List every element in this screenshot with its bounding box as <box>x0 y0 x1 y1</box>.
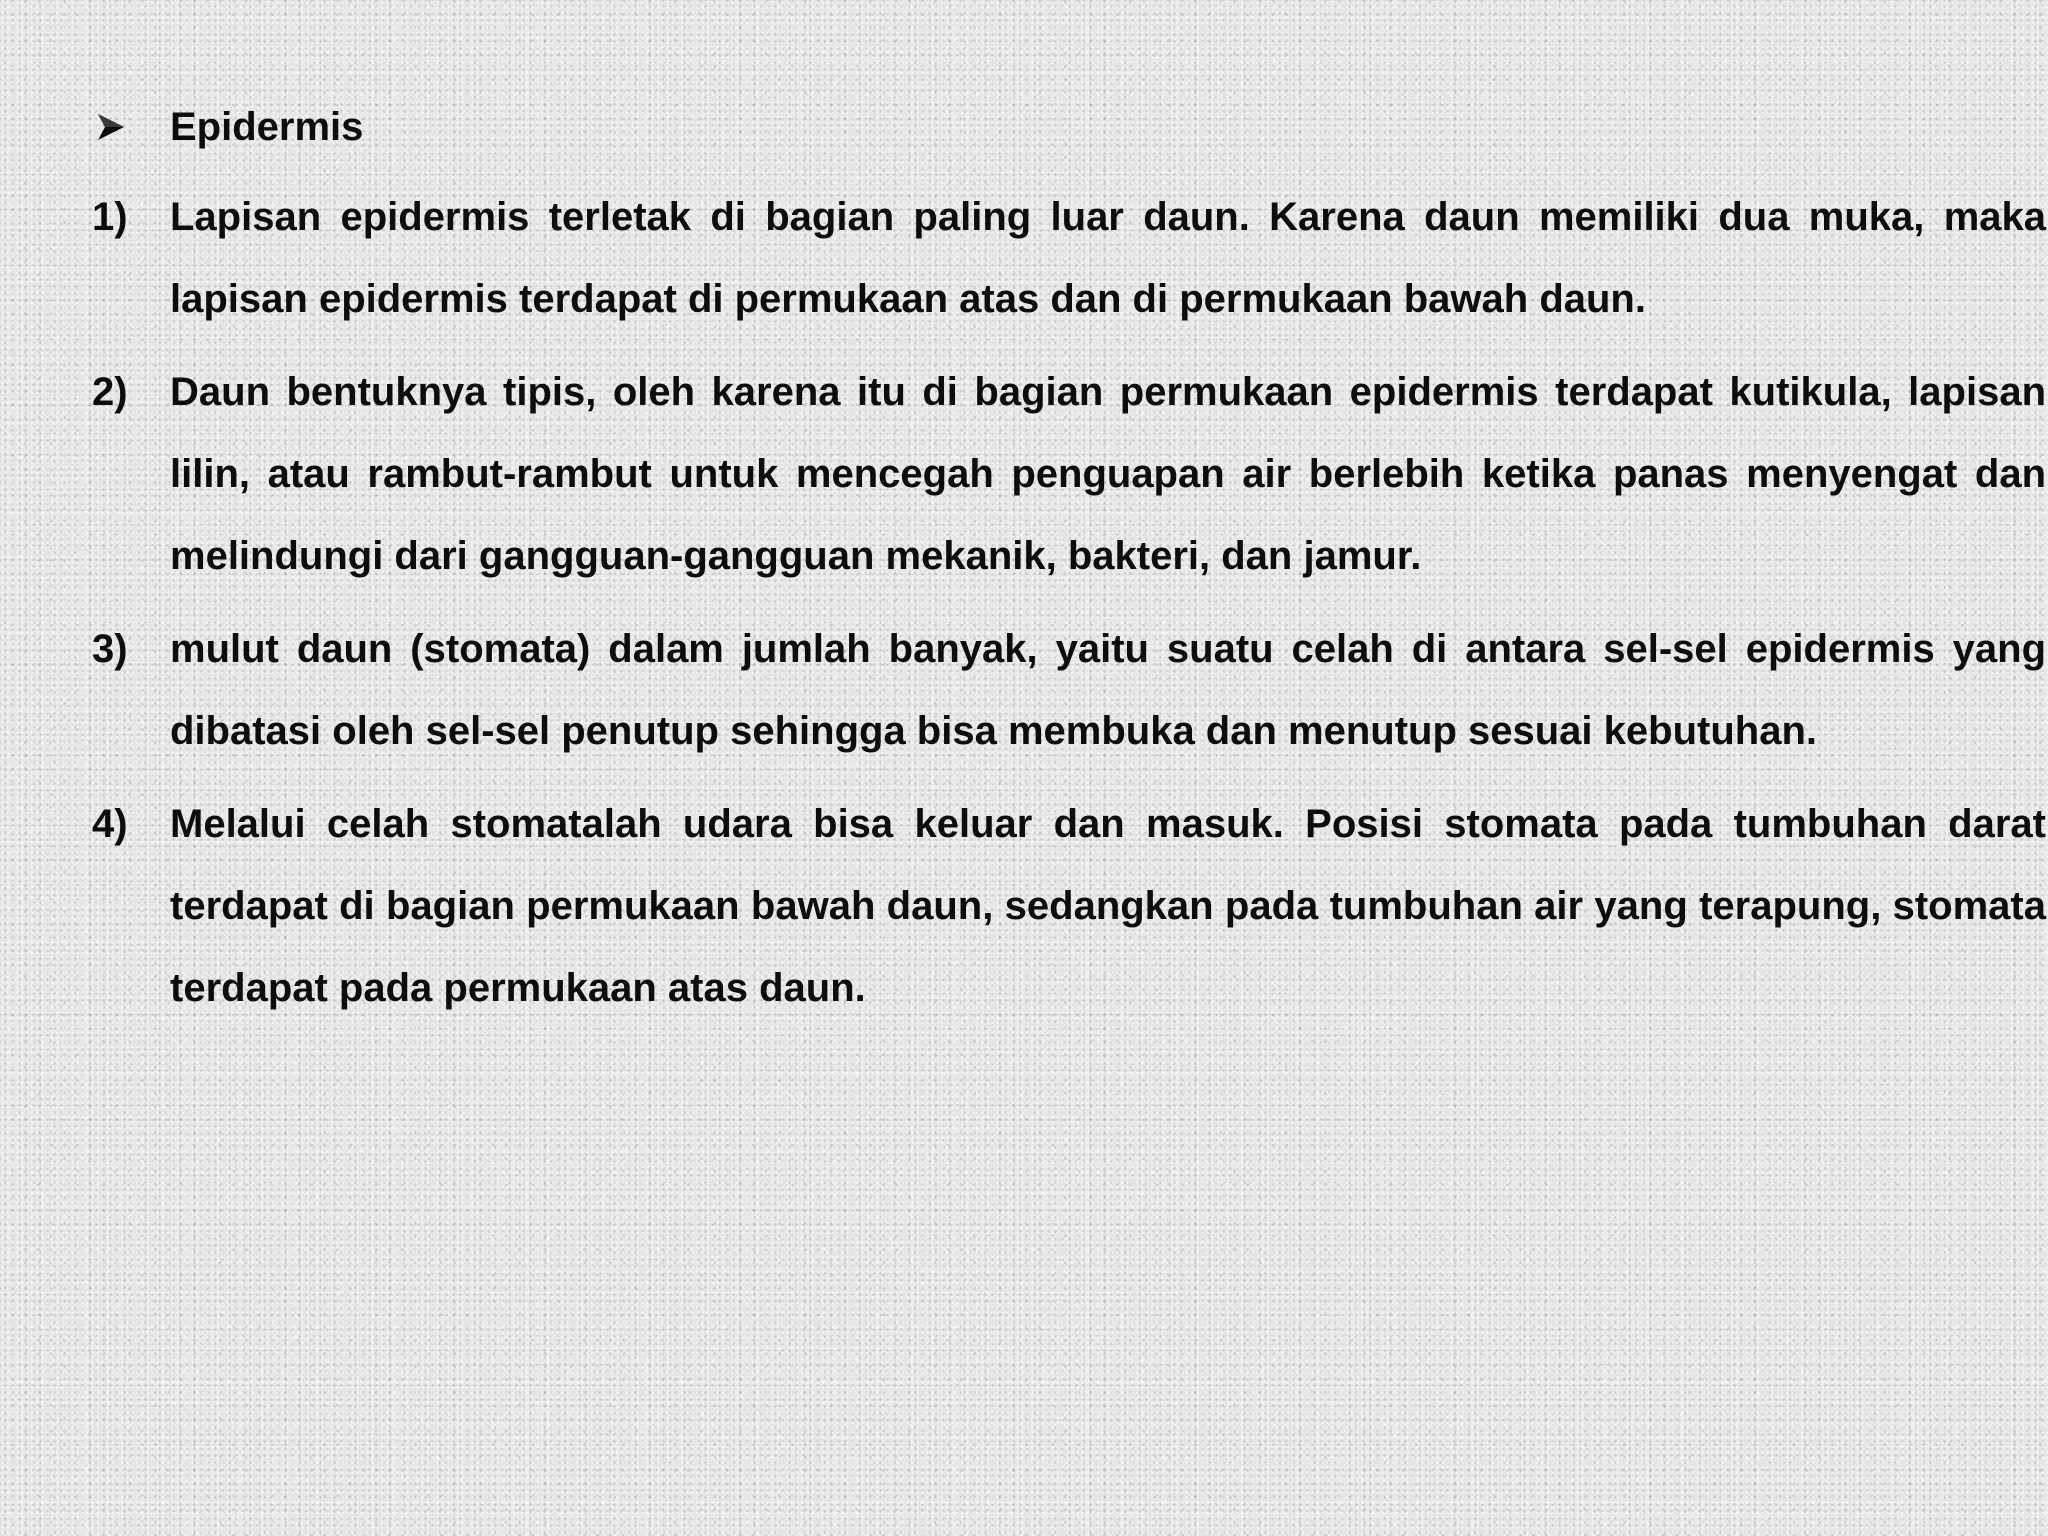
list-item-number: 3) <box>92 627 128 671</box>
list-item-number: 2) <box>92 370 128 414</box>
list-item <box>92 608 2046 772</box>
list-item <box>92 351 2046 597</box>
list-item-number: 4) <box>92 802 128 846</box>
heading-row <box>92 92 1952 162</box>
list-item-text: Melalui celah stomatalah udara bisa keluar dan masuk. Posisi stomata pada tumbuhan darat terdapat di bagian permukaan bawah daun, sedangkan pada tumbuhan air yang terapung, stomata terdapat pada permukaan atas daun. <box>170 802 2046 1010</box>
list-item-text: Daun bentuknya tipis, oleh karena itu di bagian permukaan epidermis terdapat kutikula, lapisan lilin, atau rambut-rambut untuk mencegah penguapan air berlebih ketika panas menyengat dan melindungi dari gangguan-gangguan mekanik, bakteri, dan jamur. <box>170 370 2046 578</box>
arrow-bullet-icon <box>92 92 148 162</box>
list-item-number: 1) <box>92 195 128 239</box>
list-item-text: Lapisan epidermis terletak di bagian paling luar daun. Karena daun memiliki dua muka, maka lapisan epidermis terdapat di permukaan atas dan di permukaan bawah daun. <box>170 195 2046 321</box>
list-item-text: mulut daun (stomata) dalam jumlah banyak, yaitu suatu celah di antara sel-sel epidermis yang dibatasi oleh sel-sel penutup sehingga bisa membuka dan menutup sesuai kebutuhan. <box>170 627 2046 753</box>
slide-content <box>92 92 2046 1040</box>
heading-title: Epidermis <box>170 105 364 149</box>
list-item <box>92 176 2046 340</box>
list-item <box>92 783 2046 1029</box>
